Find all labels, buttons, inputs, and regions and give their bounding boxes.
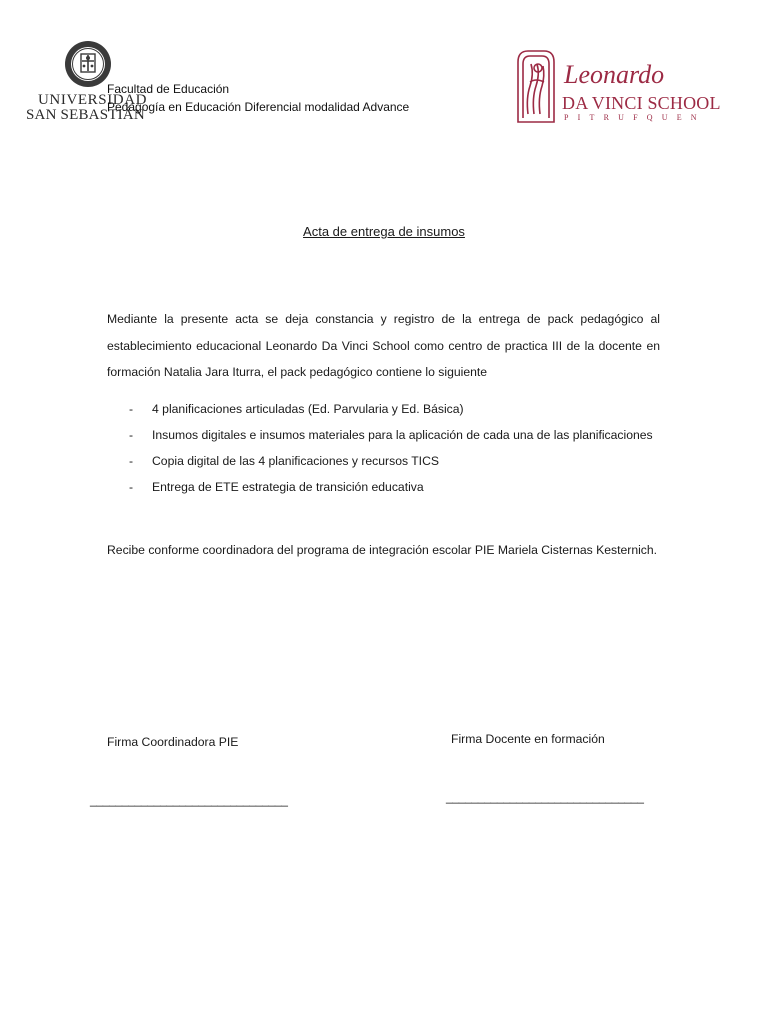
list-item [107, 474, 660, 500]
list-item [107, 448, 660, 474]
list-dash: - [129, 454, 134, 468]
list-item [107, 396, 660, 422]
logo-line-san-sebastian: SAN SEBASTIÁN [26, 107, 145, 123]
list-dash: - [129, 480, 134, 494]
program-name: Pedagogía en Educación Diferencial modalidad Advance [107, 100, 410, 114]
intro-paragraph: Mediante la presente acta se deja constancia y registro de la entrega de pack pedagógico al establecimiento educacional Leonardo Da Vinci School como centro de practica III de la docente en formación Natalia Jara Iturra, el pack pedagógico contiene lo siguiente [107, 312, 660, 379]
list-item-text: Copia digital de las 4 planificaciones y recursos TICS [152, 454, 440, 468]
list-item-text: 4 planificaciones articuladas (Ed. Parvularia y Ed. Básica) [152, 402, 464, 416]
signature-label-coordinator: Firma Coordinadora PIE [107, 735, 239, 749]
closing-paragraph: Recibe conforme coordinadora del programa de integración escolar PIE Mariela Cisternas Kesternich. [107, 543, 658, 557]
list-dash: - [129, 428, 134, 442]
faculty-name: Facultad de Educación [107, 82, 230, 96]
document-title [0, 224, 768, 239]
items-list [107, 396, 660, 500]
signature-line-teacher: _______________________________ [446, 790, 644, 804]
logo-city: PITRUFQUEN [564, 113, 706, 122]
logo-line-universidad: UNIVERSIDAD [38, 92, 148, 108]
document-title-text: Acta de entrega de insumos [303, 224, 465, 239]
logo-da-vinci-school: DA VINCI SCHOOL [562, 93, 721, 113]
leonardo-da-vinci-school-logo [512, 46, 722, 126]
list-item-text: Entrega de ETE estrategia de transición educativa [152, 480, 424, 494]
list-item [107, 422, 660, 448]
signature-label-teacher: Firma Docente en formación [451, 732, 605, 746]
list-dash: - [129, 402, 134, 416]
university-seal-icon [64, 40, 112, 88]
school-crest-icon [514, 48, 558, 124]
list-item-text: Insumos digitales e insumos materiales para la aplicación de cada una de las planificaciones [152, 428, 653, 442]
signature-line-coordinator: _______________________________ [90, 793, 288, 807]
logo-script-leonardo: Leonardo [564, 60, 665, 89]
